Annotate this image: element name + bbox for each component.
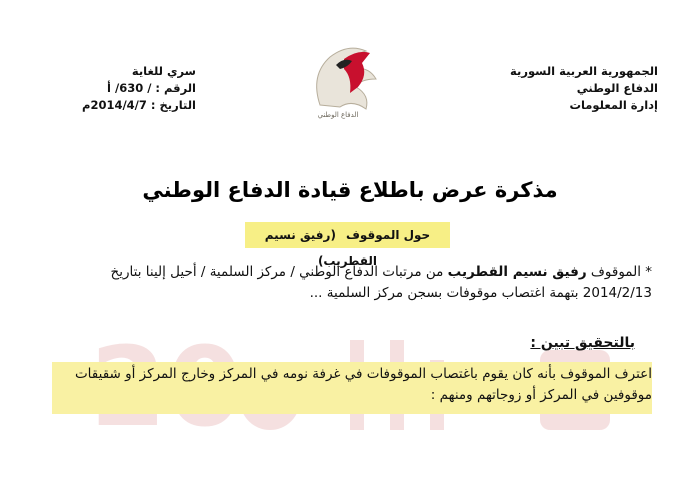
paragraph-body: من مرتبات الدفاع الوطني / مركز السلمية / أحيل إلينا بتاريخ 2014/2/13 بتهمة اغتصاب موقوفات بسجن مركز السلمية ... — [110, 264, 652, 301]
subject-name: (رفيق نسيم القطريب) — [264, 228, 378, 268]
emblem-text: الدفاع الوطني — [317, 111, 359, 119]
classification-header — [82, 63, 196, 114]
detainee-name: رفيق نسيم القطريب — [447, 264, 587, 280]
detainee-paragraph — [52, 262, 652, 304]
national-defense-emblem-icon — [300, 35, 390, 125]
issuer-header — [478, 63, 658, 114]
document-date: التاريخ : 2014/4/7م — [82, 98, 196, 112]
reference-number: الرقم : / 630/ أ — [107, 81, 196, 95]
subject-prefix: حول الموقوف — [345, 228, 431, 242]
header-department: إدارة المعلومات — [569, 98, 658, 112]
confession-paragraph: اعترف الموقوف بأنه كان يقوم باغتصاب الموقوفات في غرفة نومه في المركز وخارج المركز أو شقيقات موقوفين في المركز أو زوجاتهم ومنهم : — [74, 366, 652, 403]
header-country: الجمهورية العربية السورية — [510, 64, 658, 78]
header-organization: الدفاع الوطني — [576, 81, 658, 95]
classification-label: سري للغاية — [131, 64, 196, 78]
subject-line — [245, 222, 450, 268]
investigation-heading: بالتحقيق تبين : — [530, 335, 635, 351]
paragraph-bullet-start: * الموقوف — [590, 264, 652, 280]
memo-title: مذكرة عرض باطلاع قيادة الدفاع الوطني — [142, 178, 558, 202]
